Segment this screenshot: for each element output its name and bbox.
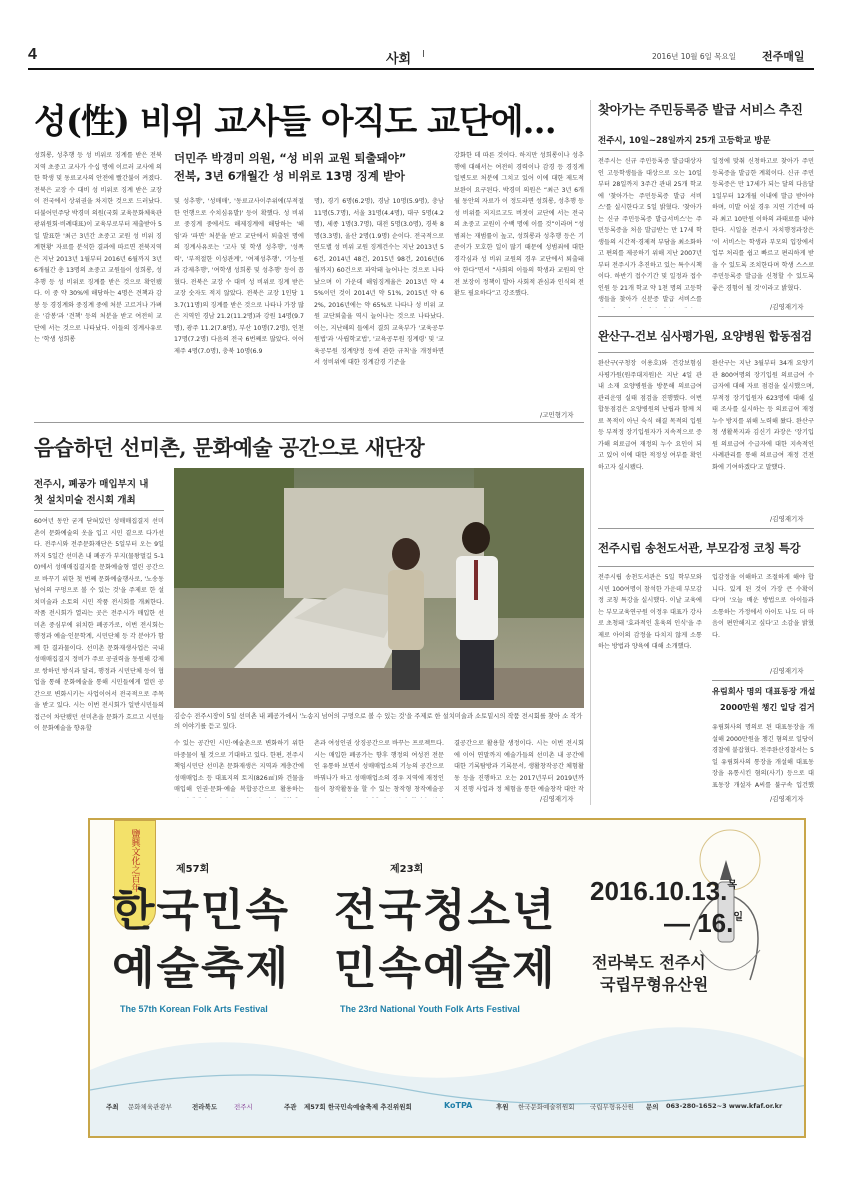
feature-subhead-rule [34,510,164,511]
ad-title1-edition: 제57회 [176,864,210,875]
ad-english-title-1: The 57th Korean Folk Arts Festival [120,1004,268,1014]
ad-english-title-2: The 23rd National Youth Folk Arts Festival [340,1004,520,1014]
side2-headline: 완산구-건보 심사평가원, 요양병원 합동점검 [598,329,812,343]
issue-date: 2016년 10월 6일 목요일 [652,52,737,61]
ad-host-3: 전주시 [234,1103,253,1111]
main-col-2: 및 성추행', '성매매', '동료교사이주위에(부적절한 언행으로 수치심유발)' 등이 확했다. 성 비위로 중징계 중에서도 해제징계에 해당하는 '해임'과 '파면' 처분을 받고 교단에서 퇴출된 명에의 징계사유로는 '고사 및 학생 성추행', '성폭력', '부적절한 이성관계', '여제성추행', '기능원과 강제추행', '여학생 성희롱 및 성추행' 등이 꼽혔다. 전북은 교장 수 대비 성 비위로 징계 받은 교장 숫자도 적지 않았다. 전북은 교장 1인당 13.7(11명)의 징계를 받은 것으로 나타나 가장 많은 지역인 경남 21.2(11.2명)과 강원 14명(9.7명), 광주 11.2(7.8명), 부산 10명(7.2명), 인천 17명(7.2명) 다음의 전국 6번째로 많았다. 이어 제주 4명(7.0명), 충북 10명(6.9 [174,198,304,355]
ad-host-1: 문화체육관광부 [128,1103,172,1111]
side2-byline: /김영재기자 [770,515,804,523]
side2-bottom-rule [598,528,814,529]
side3-col-1: 전주시립 송천도서관은 5일 학부모와 시민 100여명이 참석한 가운데 부모감정 코칭 특강을 실시했다. 이날 교육에는 부모교육연구원 이정우 대표가 강사로 초청돼 '효과적인 훈육의 인식'을 주제로 아이의 감정을 다치지 않게 소통하는 방법과 양육에 대해 소개했다. [598,574,702,650]
side2-col-2: 완산구는 지난 3월부터 34개 요양기관 800여명의 장기입원 의료급여 수급자에 대해 자료 점검을 실시했으며, 부적정 장기입원자 623명에 대해 실태 조사를 실시하는 등 의료급여 재정 누수 방지를 위해 노력해 왔다. 완산구청 생활복지과 김신기 과장은 '장기입원 의료급여 수급자에 대한 지속적인 사례관리를 통해 의료급여 재정 건전화에 기여하겠다'고 말했다. [712,360,814,471]
side1-col-1: 전주시는 신규 주민등록증 발급대상자인 고등학생들을 대상으로 오는 10일부터 28일까지 3주간 관내 25개 학교에 '찾아가는 주민등록증 발급 서비스'를 실시한다고 5일 밝혔다. '찾아가는 신규 주민등록증 발급서비스'는 주민등록증을 처음 발급받는 만 17세 학생들의 시간적·경제적 부담을 최소화하고 편의를 제공하기 위해 지난 2007년부터 전주시가 추진하고 있는 특수시책이다. 하반기 접수기간 및 일정과 접수인원 등 21개 학교 약 1천 명의 고등학생들을 찾아가 신분증 발급 서비스를 [598,158,702,303]
ad-date-start [590,876,737,907]
side4-col-1: 유림회사의 명의로 된 대표동장을 개설해 2000만원을 챙긴 혐의로 일당이 경찰에 붙잡혔다. 전주완산경찰서는 5일 유림회사의 통장을 개설해 대표동장을 유통시킨 혐의(사기) 등으로 대표동장 개설자 A씨를 불구속 입건했 [712,724,814,789]
ad-date-end [664,908,743,939]
ad-date-end-day: 일 [733,912,744,923]
feature-photo-illustration [174,468,584,708]
ad-date-start-value: 2016.10.13. [590,876,728,906]
side1-byline: /김영재기자 [770,303,804,311]
ad-sponsor-bar [106,1096,792,1118]
section-mark: I [422,49,425,60]
main-byline: /고민형기자 [540,411,574,419]
ad-title2-edition: 제23회 [390,864,424,875]
ad-badge-text: 鹽興文化之百年 [129,829,140,892]
feature-col-3: 촌과 여성인권 상징공간으로 바꾸는 프로젝트다. 시는 매입한 폐공가는 향후 행정의 여성전 전문인 유통하 보면서 성매매업소의 기능의 공간으로 바꿔나가 하고 성매매업소의 경우 지역에 재정인 들이 창작활동을 할 수 있는 창작형 창작예술공 [314,740,444,793]
side2-col-1: 완산구(구청장 이용호)와 건강보험심사평가원(원주대지원)은 지난 4일 관내 소재 요양병원을 방문해 의료급여 관리운영 실태 점검을 진행했다. 이번 합동점검은 요양병원의 난립과 함께 치료 목적이 아닌 숙식 해결 목적의 입원 등 부적정 장기입원자가 지속적으로 증가해 의료급여 재정의 누수 요인이 되고 있어 이에 대한 적정성 여부를 확인하고자 실시됐다. [598,360,702,471]
ad-venue-1: 전라북도 전주시 [592,953,706,972]
ad-host-label: 주최 [106,1103,119,1111]
side3-headline: 전주시립 송천도서관, 부모감정 코칭 특강 [598,541,801,555]
ad-contact: 063-280-1652~3 www.kfaf.or.kr [666,1102,783,1110]
feature-headline: 음습하던 선미촌, 문화예술 공간으로 새단장 [34,435,425,460]
side1-subhead: 전주시, 10일~28일까지 25개 고등학교 방문 [598,136,771,146]
main-col-1: 성희롱, 성추행 등 성 비위로 징계를 받은 전북지역 초중고 교사가 수십 명에 이르러 교사에 의한 학생 및 동료교사의 안전에 빨간불이 켜졌다. 전북은 교장 수 대비 성 비위로 징계 받은 교장이 전국에서 상위권을 차지한 것으로 드러났다. 더불어민주당 박경미 의원(국회 교육문화체육관광위원회·비례대표)이 교육부로부터 제출받아 5일 발표한 '최근 3년간 초중고 교원 성 비위 징계현황' 자료를 분석한 결과에 따르면 전북지역은 지난 2013년 1월부터 2016년 6월까지 3년 6개월간 총 13명의 초중고 교원들이 성희롱, 성추행 등 성 비위로 징계를 받은 것으로 확인됐다. 이 중 약 30%에 해당하는 4명은 견책과 감봉 등 경징계와 중징계 중에 처분 고르거나 가벼운 '감봉'과 '견책' 등의 처분을 받고 여전히 교단에 서는 것으로 나타났다. 이들의 징계사유로는 '학생 성희롱 [34,152,162,343]
ad-date-end-value: — 16. [664,908,734,938]
main-bottom-rule [34,422,584,423]
ad-host-2: 전라북도 [192,1103,218,1111]
ad-date-start-day: 목 [727,880,738,891]
section-name: 사회 [386,52,412,67]
feature-col-2: 수 있는 공간인 시민·예술촌으로 변화하기 위한 마중물이 될 것으로 기대하고 있다. 한편, 전주시 책임시민단 선미촌 문화재생은 지역과 계층간에 성매매업소 등 대표지의 토지(826㎡)와 건물을 매입해 인권·문화·예술 복합공간으로 활용하는 [174,740,304,793]
feature-photo [174,468,584,708]
feature-byline: /김영재기자 [540,795,574,803]
main-subhead-1: 더민주 박경미 의원, “성 비위 교원 퇴출돼야” [174,151,407,165]
side1-headline: 찾아가는 주민등록증 발급 서비스 추진 [598,102,803,117]
ad-title1-line2: 예술축제 [112,943,291,994]
page-number: 4 [28,46,37,63]
side4-headline-1: 유림회사 명의 대표동장 개설 [712,686,816,696]
feature-col-4: 결공간으로 활용할 생정이다. 시는 이번 전시회에 이어 연말까지 예술가들의 선미촌 내 공간에 대한 기록탐방과 기록문서, 생활창작공간 체험활동 등을 진행하고 오는 2017년부터 2019년까지 진행 사업과 정 체험을 통한 예술창작 대안 작 [454,740,584,793]
page-header [28,44,814,68]
side4-headline-2: 2000만원 챙긴 일당 검거 [720,702,815,712]
side3-byline: /김영재기자 [770,667,804,675]
side1-bottom-rule [598,316,814,317]
main-headline: 성(性) 비위 교사들 아직도 교단에… [34,102,556,142]
ad-contact-label: 문의 [646,1103,659,1111]
feature-photo-caption: 김승수 전주시장이 5일 선미촌 내 폐공가에서 '노송지 넘어의 구멍으로 볼 수 있는 것'을 주제로 한 설치미술과 소토밑시의 작품 전시회를 찾아 소 작가의 이야기를 듣고 있다. [174,713,583,730]
main-subhead-2: 전북, 3년 6개월간 성 비위로 13명 징계 받아 [174,169,406,183]
feature-subhead-1: 전주시, 폐공가 매입부지 내 [34,479,149,490]
feature-subhead-2: 첫 설치미술 전시회 개최 [34,495,136,506]
ad-org-1: 제57회 한국민속예술축제 추진위원회 [304,1103,412,1111]
main-col-3: 명), 경기 6명(6.2명), 경남 10명(5.9명), 충남 11명(5.7명), 서울 31명(4.4명), 대구 5명(4.2명), 세종 1명(3.7명), 대전 5명(3.0명), 경북 8명(3.3명), 울산 2명(1.9명) 순이다. 전국적으로 연도별 성 비위 교원 징계건수는 지난 2013년 56건, 2014년 48건, 2015년 98건, 2016년(6월까지) 60건으로 파악돼 늘어나는 것으로 나타났으며 이 가운데 해임징계율은 2013년 약 45%이던 것이 2014년 약 51%, 2015년 약 62%, 2016년에는 약 65%로 나타나 성 비위 교원 교단퇴출율 역시 늘어나는 것으로 나타났다. 이는, 지난해의 들에서 결희 교육부가 '교육공무원법'과 '사립학교법', '교육공무원 징계령' 및 '교육공무원 징계양정 등에 관한 규칙'을 개정하면서 성비위에 대한 징계감경 기준을 [314,198,444,366]
header-rule [28,68,814,70]
side3-rule [598,566,814,567]
column-divider [590,100,591,805]
ad-title1-line1: 한국민속 [112,885,291,936]
main-col-4: 강화한 데 따른 것이다. 하지만 성희롱이나 성추행에 대해서는 여전히 경력이나 감경 등 경징계 일변도로 처분에 그치고 있어 이에 대한 제도적 보완이 요구된다. 박경미 의원은 “최근 3년 6개월 동안의 자료가 이 정도라면 성희롱, 성추행 등 성 비위를 저지르고도 버젓이 교단에 서는 전국의 초중고 교원이 수백 명에 이를 것”이라며 “성범죄는 재범률이 높고, 성희롱과 성추행 등은 기준이가 모호한 일이 많기 때문에 성범죄에 대한 경각심과 성 비위 교원의 경우 교단에서 퇴출돼야 한다”면서 “사회의 이들의 학생과 교원의 안전 보장이 정책이 발아 사회적 관심과 인식의 전환도 필요하다”고 강조했다. [454,152,584,297]
ad-org-2: KoTPA [444,1101,473,1110]
paper-name: 전주매일 [762,50,805,63]
ad-title2-line2: 민속예술제 [334,943,557,994]
side2-rule [598,352,814,353]
ad-venue-2: 국립무형유산원 [600,975,709,994]
side4-top-rule [712,680,814,681]
side4-byline: /김영재기자 [770,795,804,803]
side3-col-2: 입감정을 이해하고 조절하게 해야 합니다. 있게 된 것이 가장 큰 수확이다'며 '오늘 배운 방법으로 아이들과 소통하는 가정에서 아이도 나도 더 마음이 편안해지고 싶다'고 소감을 밝혔다. [712,574,814,639]
festival-ad [88,818,806,1138]
side1-col-2: 일정에 맞춰 신청하고로 찾아가 주민등록증을 발급한 계획이다. 신규 주민등록증은 만 17세가 되는 달의 다음달 1일부터 12개월 이내에 발급 받아야 하며, 미발 어설 경우 지연 기간에 따라 최고 10만원 이하의 과태료를 내야 한다. 시일을 전주시 자치행정과장은 '이 서비스는 학생과 부모의 입장에서 업무 처리를 쉽고 빠르고 편리하게 받을 수 있도록 조치한다며 학생 스스로 주민등록증 발급을 신청할 수 있도록 좋은 경험이 될 것'이라고 밝혔다. [712,158,814,292]
ad-sponsor-1: 한국문화예술위원회 [518,1103,575,1111]
side1-rule [598,150,814,151]
ad-sponsor-2: 국립무형유산원 [590,1103,634,1111]
ad-org-label: 주관 [284,1103,297,1111]
ad-sponsor-label: 후원 [496,1103,509,1111]
ad-title2-line1: 전국청소년 [334,885,557,936]
feature-col-1: 60여년 동안 굳게 닫혀있던 성매매집결지 선미촌이 문화예술의 옷을 입고 시민 곁으로 다가선다. 전주시와 전주문화재단은 5일부터 오는 9일까지 5일간 선미촌 내 폐공가 부지(물왕멀길 5-10)에서 성매매집결지를 문화예술형 열린 공간으로 바꾸기 위한 첫 번째 문화예술행사로, '노송동 넘어의 구멍으로 볼 수 있는 것'을 주제로 한 설치미술과 소토의 시민 작품 전시회를 개최한다. 작품 전시회가 열리는 곳은 전주시가 매입한 선미촌 중심부에 위치한 폐공가로, 이번 전시회는 행정과 예술·인문학계, 시민단체 등 각 분야가 함께 한 결과물이다. 선미촌 문화재생사업은 국내 성매매집결지 정비가 주로 공권력을 동원해 강제로 쌍하던 방식과 달리, 행정과 시민단체 등이 협업을 통해 문화예술을 통해 시민들에게 열린 공간으로 변화시키는 사업이어서 전국적으로 주목을 받고 있다. 시는 이번 전시회가 일반시민들의 접근이 차단됐던 선미촌을 문화가 흐르고 시민들이 문화예술을 향유할 [34,518,164,732]
